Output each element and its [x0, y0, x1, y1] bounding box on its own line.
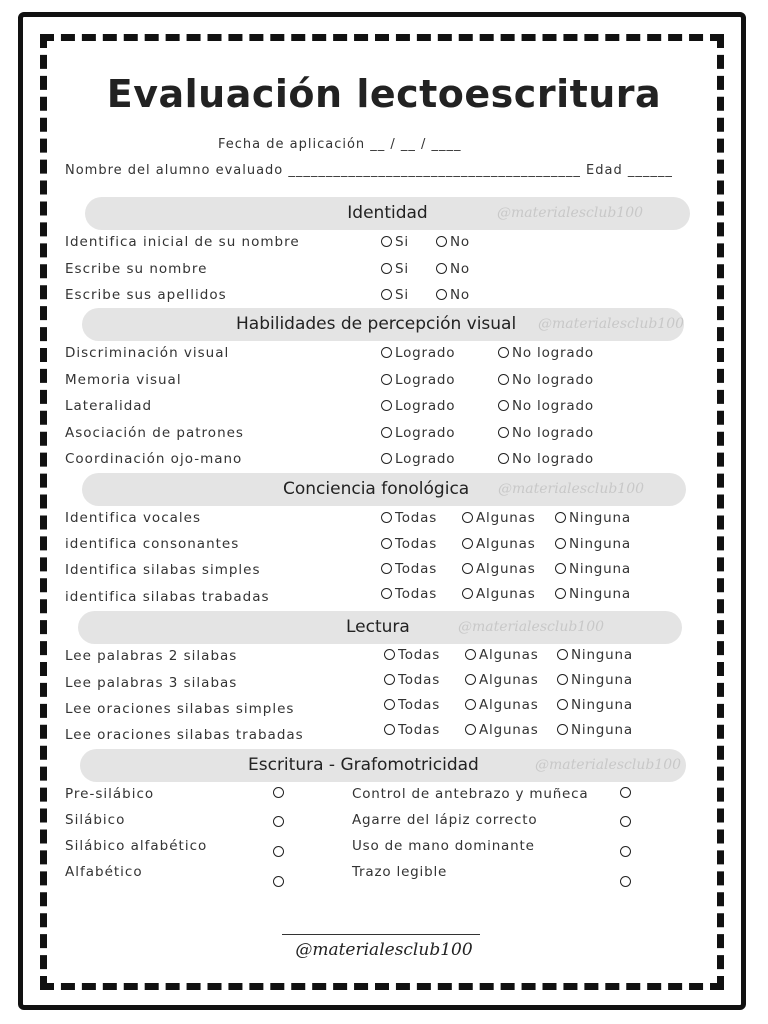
radio-si[interactable]: Si: [381, 234, 409, 250]
radio-logrado[interactable]: Logrado: [381, 425, 455, 441]
radio-algunas[interactable]: Algunas: [465, 697, 539, 713]
radio-logrado[interactable]: Logrado: [381, 372, 455, 388]
watermark: @materialesclub100: [458, 619, 605, 635]
item-label: Discriminación visual: [65, 345, 230, 361]
radio-circle[interactable]: [620, 876, 631, 887]
section-title-lectura: Lectura: [346, 617, 410, 637]
radio-si[interactable]: Si: [381, 261, 409, 277]
radio-todas[interactable]: Todas: [381, 561, 437, 577]
radio-circle[interactable]: [620, 787, 631, 798]
radio-ninguna[interactable]: Ninguna: [557, 697, 633, 713]
radio-circle[interactable]: [620, 816, 631, 827]
radio-algunas[interactable]: Algunas: [465, 722, 539, 738]
item-label: Asociación de patrones: [65, 425, 244, 441]
item-label: Identifica silabas simples: [65, 562, 261, 578]
radio-no-logrado[interactable]: No logrado: [498, 398, 594, 414]
watermark: @materialesclub100: [497, 205, 644, 221]
radio-todas[interactable]: Todas: [381, 586, 437, 602]
radio-ninguna[interactable]: Ninguna: [555, 586, 631, 602]
radio-ninguna[interactable]: Ninguna: [555, 561, 631, 577]
item-label: Coordinación ojo-mano: [65, 451, 243, 467]
section-band-escritura: [80, 749, 686, 782]
section-band-percepcion: [82, 308, 684, 341]
fecha-field[interactable]: Fecha de aplicación __ / __ / ____: [218, 137, 462, 152]
section-band-fonologica: [82, 473, 686, 506]
nombre-edad-field[interactable]: Nombre del alumno evaluado _______________________________________ Edad ______: [65, 163, 673, 178]
item-label: Lee palabras 3 silabas: [65, 675, 238, 691]
item-label: identifica silabas trabadas: [65, 589, 270, 605]
radio-no-logrado[interactable]: No logrado: [498, 345, 594, 361]
item-label: Lateralidad: [65, 398, 153, 414]
radio-circle[interactable]: [620, 846, 631, 857]
radio-algunas[interactable]: Algunas: [462, 561, 536, 577]
footer-brand: @materialesclub100: [295, 940, 473, 960]
section-title-fonologica: Conciencia fonológica: [283, 479, 470, 499]
radio-si[interactable]: Si: [381, 287, 409, 303]
section-title-percepcion: Habilidades de percepción visual: [236, 314, 517, 334]
radio-todas[interactable]: Todas: [381, 510, 437, 526]
radio-todas[interactable]: Todas: [384, 722, 440, 738]
item-label: Escribe su nombre: [65, 261, 208, 277]
radio-logrado[interactable]: Logrado: [381, 451, 455, 467]
radio-circle[interactable]: [273, 816, 284, 827]
item-label: Identifica vocales: [65, 510, 201, 526]
radio-no[interactable]: No: [436, 287, 470, 303]
radio-todas[interactable]: Todas: [384, 672, 440, 688]
section-band-lectura: [78, 611, 682, 644]
item-label: Pre-silábico: [65, 786, 155, 802]
radio-logrado[interactable]: Logrado: [381, 345, 455, 361]
radio-no-logrado[interactable]: No logrado: [498, 372, 594, 388]
watermark: @materialesclub100: [498, 481, 645, 497]
radio-algunas[interactable]: Algunas: [462, 510, 536, 526]
item-label: Lee oraciones silabas simples: [65, 701, 295, 717]
radio-no[interactable]: No: [436, 234, 470, 250]
radio-todas[interactable]: Todas: [381, 536, 437, 552]
item-label: Escribe sus apellidos: [65, 287, 227, 303]
signature-line: [282, 934, 480, 935]
radio-algunas[interactable]: Algunas: [462, 536, 536, 552]
item-label: Silábico: [65, 812, 126, 828]
radio-circle[interactable]: [273, 846, 284, 857]
section-band-identidad: [85, 197, 690, 230]
radio-todas[interactable]: Todas: [384, 697, 440, 713]
item-label: Agarre del lápiz correcto: [352, 812, 538, 828]
radio-ninguna[interactable]: Ninguna: [557, 672, 633, 688]
watermark: @materialesclub100: [535, 757, 682, 773]
radio-algunas[interactable]: Algunas: [462, 586, 536, 602]
radio-ninguna[interactable]: Ninguna: [557, 647, 633, 663]
item-label: Uso de mano dominante: [352, 838, 535, 854]
item-label: identifica consonantes: [65, 536, 240, 552]
radio-no-logrado[interactable]: No logrado: [498, 451, 594, 467]
radio-no[interactable]: No: [436, 261, 470, 277]
radio-ninguna[interactable]: Ninguna: [557, 722, 633, 738]
item-label: Lee palabras 2 silabas: [65, 648, 238, 664]
section-title-escritura: Escritura - Grafomotricidad: [248, 755, 479, 775]
section-title-identidad: Identidad: [347, 203, 428, 223]
item-label: Alfabético: [65, 864, 143, 880]
item-label: Identifica inicial de su nombre: [65, 234, 300, 250]
radio-algunas[interactable]: Algunas: [465, 647, 539, 663]
radio-circle[interactable]: [273, 876, 284, 887]
item-label: Control de antebrazo y muñeca: [352, 786, 589, 802]
radio-circle[interactable]: [273, 787, 284, 798]
item-label: Memoria visual: [65, 372, 182, 388]
radio-logrado[interactable]: Logrado: [381, 398, 455, 414]
page-title: Evaluación lectoescritura: [106, 72, 662, 116]
item-label: Lee oraciones silabas trabadas: [65, 727, 304, 743]
radio-ninguna[interactable]: Ninguna: [555, 536, 631, 552]
watermark: @materialesclub100: [538, 316, 685, 332]
radio-no-logrado[interactable]: No logrado: [498, 425, 594, 441]
radio-todas[interactable]: Todas: [384, 647, 440, 663]
radio-algunas[interactable]: Algunas: [465, 672, 539, 688]
item-label: Trazo legible: [352, 864, 448, 880]
radio-ninguna[interactable]: Ninguna: [555, 510, 631, 526]
item-label: Silábico alfabético: [65, 838, 208, 854]
